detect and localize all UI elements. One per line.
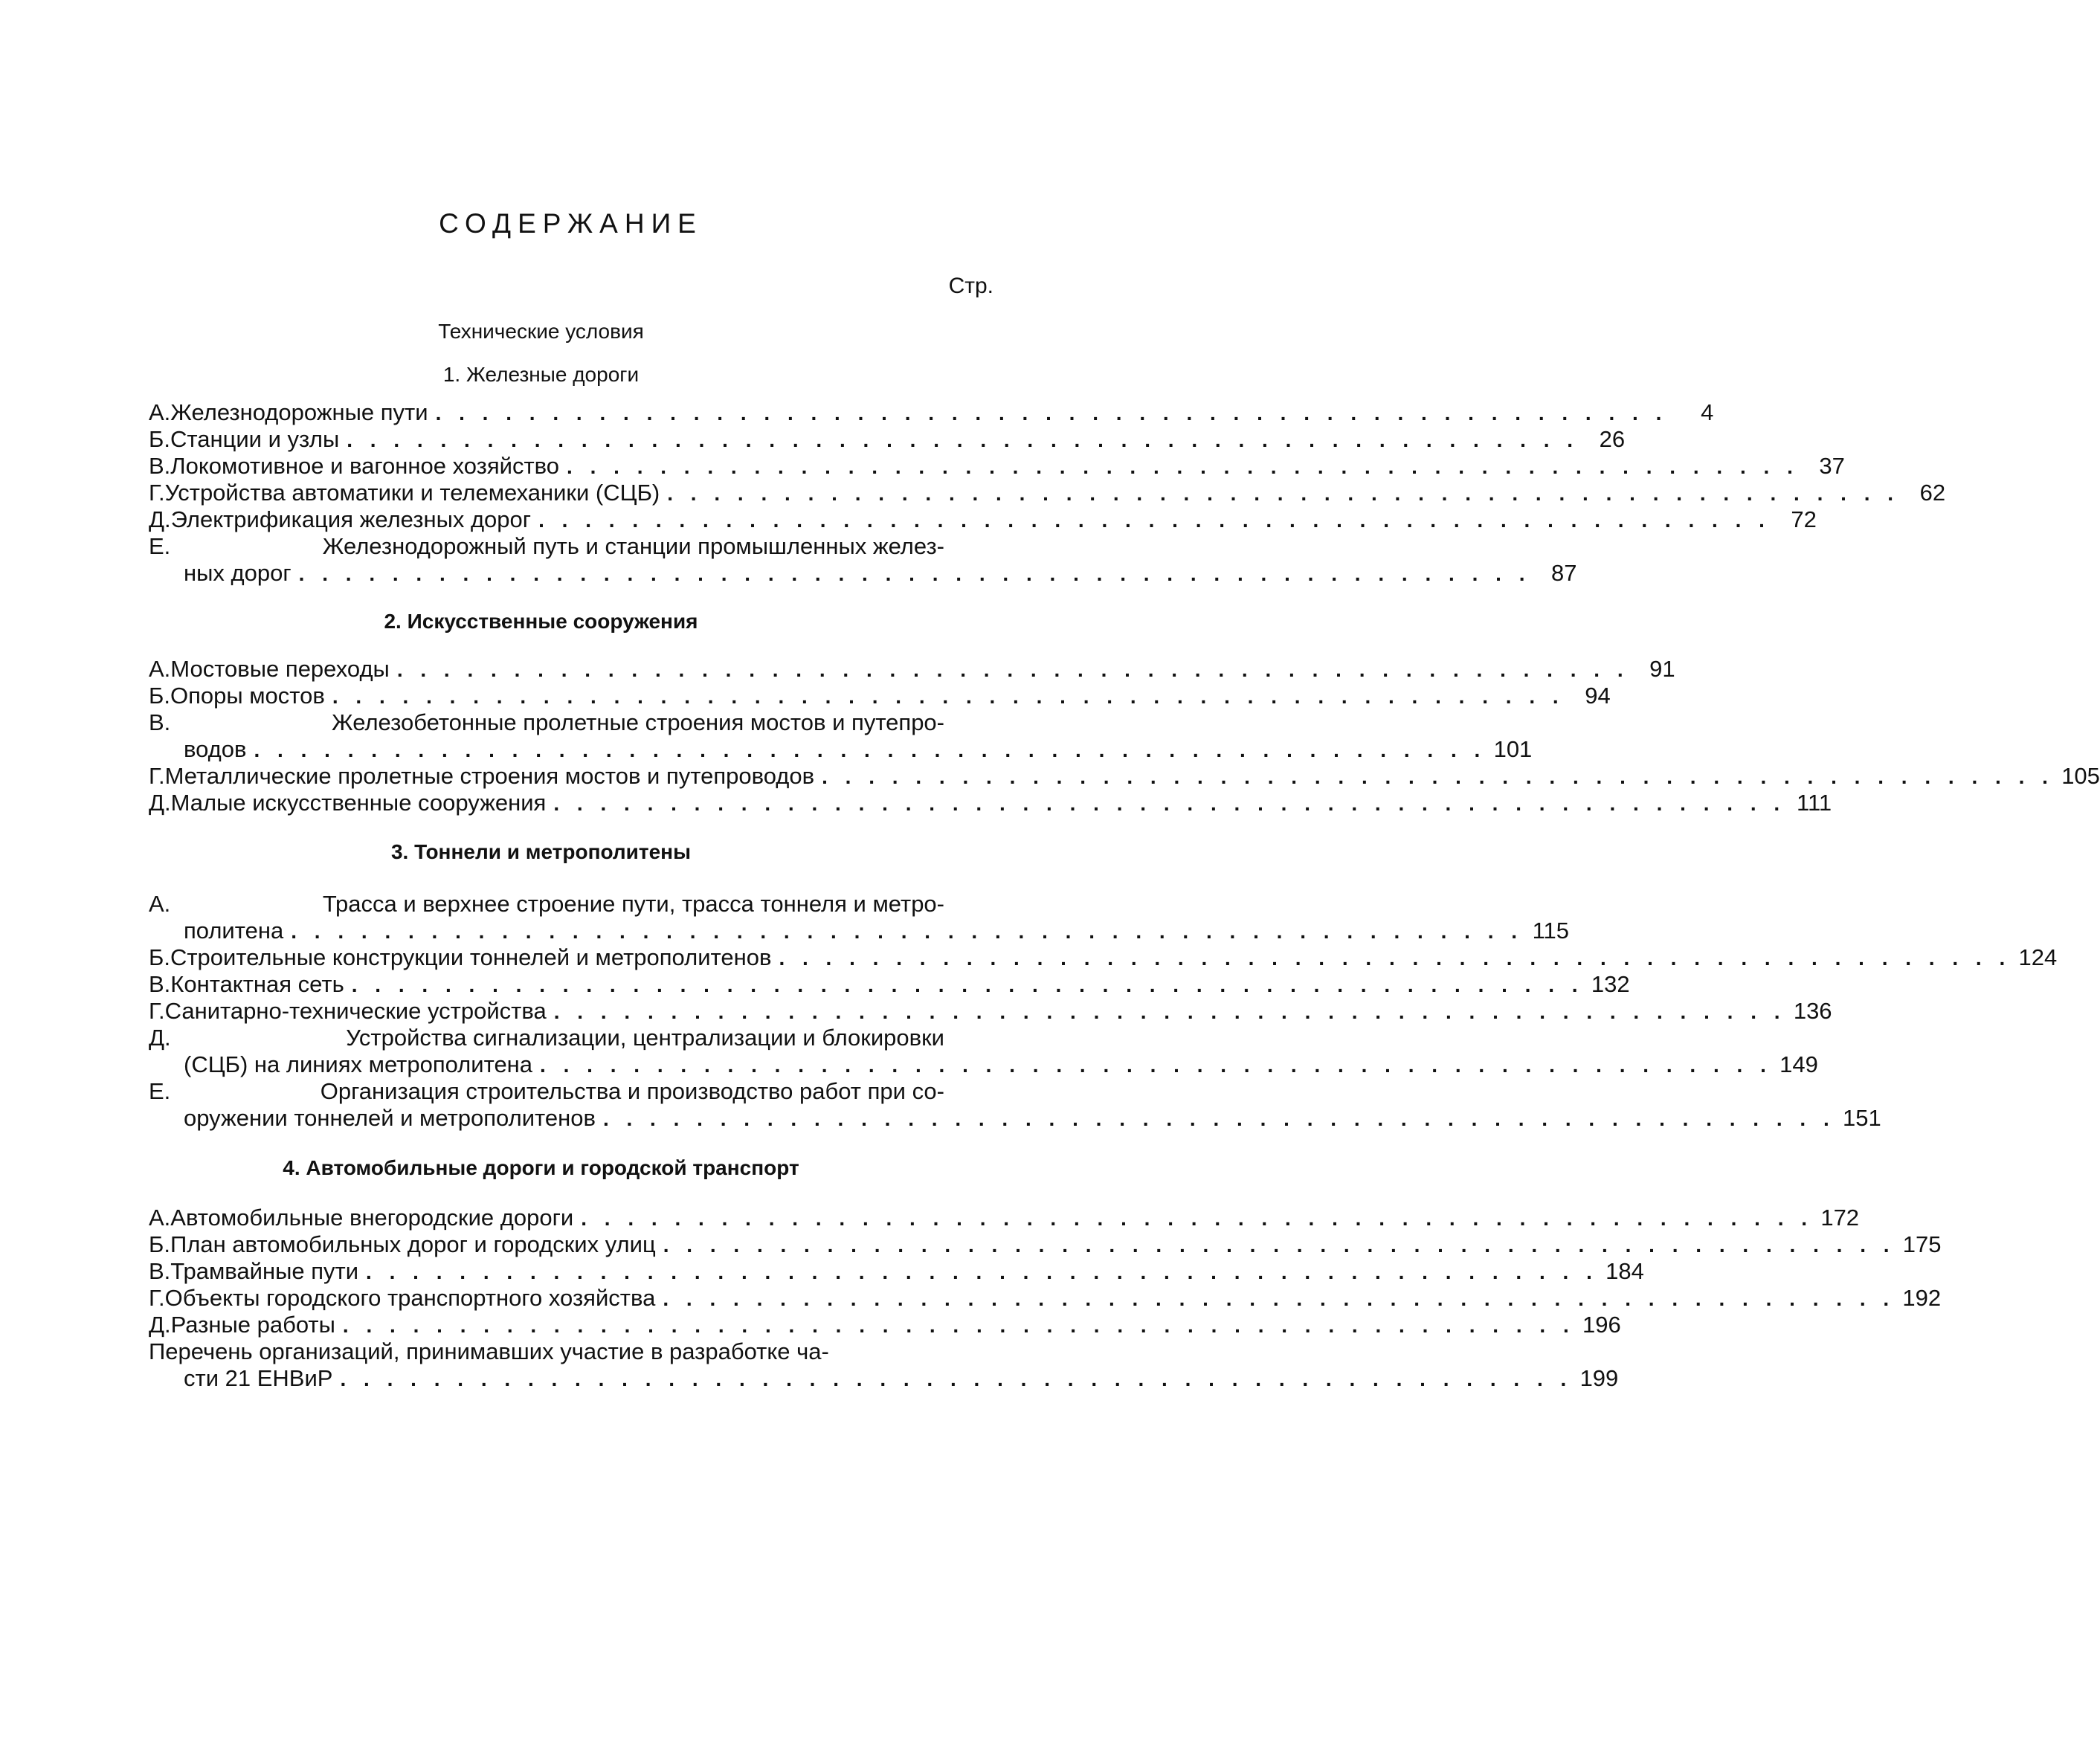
toc-entry[interactable]	[149, 1231, 1942, 1258]
toc-entry-text: Устройства автоматики и телемеханики (СЦБ)	[164, 480, 660, 506]
toc-entry-continuation	[149, 1105, 1881, 1132]
toc-entry-page: 132	[1591, 971, 1630, 997]
toc-entry-letter: В.	[149, 453, 171, 479]
toc-entry-line	[149, 1285, 1942, 1312]
toc-entry-text: Трамвайные пути	[170, 1258, 359, 1284]
toc-entry[interactable]	[149, 453, 1845, 480]
toc-entry-page: 37	[1819, 453, 1845, 479]
toc-entry-text: Станции и узлы	[170, 426, 340, 452]
toc-entry-text: Локомотивное и вагонное хозяйство	[170, 453, 560, 479]
toc-entry-page: 26	[1599, 426, 1626, 452]
toc-entry-line	[149, 453, 1845, 480]
toc-entry-page: 124	[2018, 944, 2058, 970]
toc-entry-line	[149, 790, 1832, 816]
toc-entry-text: План автомобильных дорог и городских улиц	[170, 1231, 656, 1257]
toc-entry-line	[149, 971, 1630, 998]
toc-entry-line	[149, 1338, 952, 1365]
toc-entry-letter: Г.	[149, 998, 165, 1024]
toc-entry-page: 62	[1919, 480, 1946, 506]
toc-entry[interactable]	[149, 1025, 1818, 1078]
toc-entry-line	[149, 1312, 1621, 1338]
toc-entry-text: Устройства сигнализации, централизации и блокировки	[346, 1025, 944, 1051]
toc-entry-line	[149, 1231, 1942, 1258]
toc-entry-text: Электрификация железных дорог	[170, 506, 532, 532]
toc-entry-page: 175	[1902, 1231, 1942, 1257]
toc-entry-text: Железнодорожный путь и станции промышленных желез-	[322, 533, 944, 559]
dot-leader: . . . . . . . . . . . . . . . . . . . . . . . . . . . . . . . . . . . . . . . . . . . . . . . . . . . . .	[567, 455, 1799, 478]
toc-entry-text-cont: сти 21 ЕНВиР	[184, 1365, 333, 1391]
toc-entry-text: Железнодорожные пути	[170, 399, 428, 425]
toc-entry[interactable]	[149, 998, 1832, 1025]
dot-leader: . . . . . . . . . . . . . . . . . . . . . . . . . . . . . . . . . . . . . . . . . . . . . . . . . . . . .	[553, 792, 1786, 815]
toc-entry-text: Разные работы	[170, 1312, 335, 1338]
toc-entry-letter: В.	[149, 1258, 171, 1284]
toc-entry-line	[149, 1258, 1644, 1285]
toc-entry-line	[149, 1025, 952, 1051]
toc-entry[interactable]	[149, 944, 2058, 971]
page-column-label: Стр.	[948, 274, 993, 298]
toc-entry-page: 105	[2061, 763, 2100, 789]
toc-entry-page: 136	[1793, 998, 1832, 1024]
toc-entry[interactable]	[149, 1338, 1619, 1392]
dot-leader: . . . . . . . . . . . . . . . . . . . . . . . . . . . . . . . . . . . . . . . . . . . . . . . . . . . . .	[298, 562, 1531, 585]
toc-entry-line	[149, 506, 1817, 533]
dot-leader: . . . . . . . . . . . . . . . . . . . . . . . . . . . . . . . . . . . . . . . . . . . . . . . . . . . . .	[663, 1234, 1896, 1257]
section-heading: 1. Железные дороги	[442, 363, 640, 386]
toc-entry-page: 192	[1902, 1285, 1942, 1311]
toc-entry-line	[149, 480, 1946, 506]
toc-entry[interactable]	[149, 971, 1630, 998]
dot-leader: . . . . . . . . . . . . . . . . . . . . . . . . . . . . . . . . . . . . . . . . . . . . . . . . . . . . .	[538, 509, 1771, 532]
toc-entry-continuation	[149, 1365, 1619, 1392]
toc-entry-page: 101	[1493, 736, 1533, 762]
toc-entry-text: Перечень организаций, принимавших участие в разработке ча-	[149, 1338, 829, 1364]
toc-entry-text: Организация строительства и производство работ при со-	[320, 1078, 944, 1104]
toc-entry-page: 149	[1779, 1051, 1818, 1077]
dot-leader: . . . . . . . . . . . . . . . . . . . . . . . . . . . . . . . . . . . . . . . . . . . . . . . . . . . . .	[366, 1260, 1598, 1283]
document-title: СОДЕРЖАНИЕ	[439, 208, 703, 239]
toc-entry-line	[149, 399, 1714, 426]
toc-entry-text: Автомобильные внегородские дороги	[170, 1205, 574, 1231]
toc-entry[interactable]	[149, 1258, 1644, 1285]
toc-entry-line	[149, 1078, 952, 1105]
toc-entry-continuation	[149, 736, 1533, 763]
toc-entry-page: 172	[1820, 1205, 1860, 1231]
dot-leader: . . . . . . . . . . . . . . . . . . . . . . . . . . . . . . . . . . . . . . . . . . . . . . . . . . . . .	[822, 765, 2054, 788]
dot-leader: . . . . . . . . . . . . . . . . . . . . . . . . . . . . . . . . . . . . . . . . . . . . . . . . . . . . .	[667, 482, 1900, 505]
toc-entry-letter: Д.	[149, 1312, 171, 1338]
toc-entry-letter: Е.	[149, 533, 171, 559]
dot-leader: . . . . . . . . . . . . . . . . . . . . . . . . . . . . . . . . . . . . . . . . . . . . . . . . . . . . .	[540, 1054, 1772, 1077]
toc-entry-line	[149, 533, 952, 560]
toc-entry-line	[149, 656, 1675, 683]
section-heading: 4. Автомобильные дороги и городской транспорт	[283, 1156, 799, 1179]
toc-entry-continuation	[149, 918, 1570, 944]
dot-leader: . . . . . . . . . . . . . . . . . . . . . . . . . . . . . . . . . . . . . . . . . . . . . . . . . . . . .	[779, 947, 2012, 970]
dot-leader: . . . . . . . . . . . . . . . . . . . . . . . . . . . . . . . . . . . . . . . . . . . . . . . . . . . . .	[663, 1287, 1896, 1310]
toc-entry-page: 111	[1797, 790, 1832, 816]
toc-entry-letter: В.	[149, 971, 171, 997]
toc-entry-letter: Г.	[149, 763, 165, 789]
dot-leader: . . . . . . . . . . . . . . . . . . . . . . . . . . . . . . . . . . . . . . . . . . . . . . . . . . . . .	[396, 658, 1629, 681]
toc-entry-text: Железобетонные пролетные строения мостов и путепро-	[331, 709, 944, 735]
toc-entry-page: 94	[1585, 683, 1611, 709]
dot-leader: . . . . . . . . . . . . . . . . . . . . . . . . . . . . . . . . . . . . . . . . . . . . . . . . . . . . .	[553, 1000, 1786, 1023]
toc-entry[interactable]	[149, 399, 1714, 426]
toc-entry-letter: Д.	[149, 790, 171, 816]
toc-entry-page: 87	[1550, 560, 1577, 586]
toc-entry[interactable]	[149, 426, 1626, 453]
toc-entry-page: 196	[1582, 1312, 1621, 1338]
toc-entry-letter: Г.	[149, 480, 165, 506]
toc-entry-letter: Е.	[149, 1078, 171, 1104]
toc-entry-letter: Д.	[149, 506, 171, 532]
dot-leader: . . . . . . . . . . . . . . . . . . . . . . . . . . . . . . . . . . . . . . . . . . . . . . . . . . . . .	[347, 428, 1579, 451]
toc-entry-line	[149, 426, 1626, 453]
toc-entry-line	[149, 998, 1832, 1025]
toc-entry-letter: А.	[149, 399, 171, 425]
toc-entry[interactable]	[149, 656, 1675, 683]
dot-leader: . . . . . . . . . . . . . . . . . . . . . . . . . . . . . . . . . . . . . . . . . . . . . . . . . . . . .	[435, 402, 1668, 425]
toc-entry-text: Мостовые переходы	[170, 656, 390, 682]
toc-entry-continuation	[149, 560, 1577, 587]
toc-entry-letter: Б.	[149, 944, 170, 970]
toc-entry-text-cont: оружении тоннелей и метрополитенов	[184, 1105, 596, 1131]
toc-entry[interactable]	[149, 480, 1946, 506]
toc-entry[interactable]	[149, 790, 1832, 816]
toc-entry[interactable]	[149, 1078, 1881, 1132]
toc-entry-line	[149, 763, 2100, 790]
toc-entry-letter: А.	[149, 656, 171, 682]
toc-entry-line	[149, 683, 1611, 709]
toc-entry-page: 4	[1701, 399, 1714, 425]
toc-entry-text: Контактная сеть	[170, 971, 344, 997]
toc-entry-page: 91	[1649, 656, 1675, 682]
toc-entry-continuation	[149, 1051, 1818, 1078]
toc-entry-text: Строительные конструкции тоннелей и метрополитенов	[170, 944, 772, 970]
toc-entry-text: Металлические пролетные строения мостов и путепроводов	[164, 763, 815, 789]
toc-entry-text-cont: политена	[184, 918, 284, 944]
toc-entry-page: 199	[1579, 1365, 1619, 1391]
toc-entry-line	[149, 891, 952, 918]
toc-entry[interactable]	[149, 891, 1570, 944]
toc-entry[interactable]	[149, 763, 2100, 790]
toc-entry-letter: Б.	[149, 1231, 170, 1257]
dot-leader: . . . . . . . . . . . . . . . . . . . . . . . . . . . . . . . . . . . . . . . . . . . . . . . . . . . . .	[581, 1207, 1814, 1230]
toc-entry-letter: В.	[149, 709, 171, 735]
toc-entry[interactable]	[149, 709, 1533, 763]
toc-entry-text: Санитарно-технические устройства	[164, 998, 547, 1024]
dot-leader: . . . . . . . . . . . . . . . . . . . . . . . . . . . . . . . . . . . . . . . . . . . . . . . . . . . . .	[340, 1367, 1573, 1390]
toc-entry-letter: Г.	[149, 1285, 165, 1311]
section-heading: 3. Тоннели и метрополитены	[390, 840, 691, 863]
toc-entry[interactable]	[149, 1312, 1621, 1338]
toc-entry[interactable]	[149, 533, 1577, 587]
dot-leader: . . . . . . . . . . . . . . . . . . . . . . . . . . . . . . . . . . . . . . . . . . . . . . . . . . . . .	[351, 973, 1584, 996]
dot-leader: . . . . . . . . . . . . . . . . . . . . . . . . . . . . . . . . . . . . . . . . . . . . . . . . . . . . .	[342, 1314, 1575, 1337]
toc-entry-text: Опоры мостов	[170, 683, 325, 709]
toc-entry-page: 184	[1605, 1258, 1644, 1284]
toc-entry-letter: Б.	[149, 683, 170, 709]
toc-entry[interactable]	[149, 1285, 1942, 1312]
toc-entry-text-cont: (СЦБ) на линиях метрополитена	[184, 1051, 533, 1077]
toc-entry-text: Объекты городского транспортного хозяйства	[164, 1285, 656, 1311]
dot-leader: . . . . . . . . . . . . . . . . . . . . . . . . . . . . . . . . . . . . . . . . . . . . . . . . . . . . .	[254, 738, 1487, 761]
toc-entry-letter: А.	[149, 1205, 171, 1231]
toc-entry-line	[149, 944, 2058, 971]
toc-entry-line	[149, 709, 952, 736]
toc-entry-letter: Б.	[149, 426, 170, 452]
dot-leader: . . . . . . . . . . . . . . . . . . . . . . . . . . . . . . . . . . . . . . . . . . . . . . . . . . . . .	[332, 685, 1565, 708]
toc-entry[interactable]	[149, 683, 1611, 709]
toc-entry-page: 72	[1791, 506, 1817, 532]
section-heading: 2. Искусственные сооружения	[384, 610, 698, 633]
toc-entry-page: 115	[1532, 918, 1570, 944]
toc-entry-line	[149, 1205, 1860, 1231]
toc-entry-text: Трасса и верхнее строение пути, трасса тоннеля и метро-	[322, 891, 944, 917]
dot-leader: . . . . . . . . . . . . . . . . . . . . . . . . . . . . . . . . . . . . . . . . . . . . . . . . . . . . .	[291, 920, 1524, 943]
dot-leader: . . . . . . . . . . . . . . . . . . . . . . . . . . . . . . . . . . . . . . . . . . . . . . . . . . . . .	[602, 1107, 1835, 1130]
toc-entry-text: Малые искусственные сооружения	[170, 790, 547, 816]
toc-entry-page: 151	[1843, 1105, 1881, 1131]
toc-entry-letter: А.	[149, 891, 171, 917]
toc-entry[interactable]	[149, 1205, 1860, 1231]
toc-entry-letter: Д.	[149, 1025, 171, 1051]
toc-entry-text-cont: ных дорог	[184, 560, 292, 586]
toc-entry-text-cont: водов	[184, 736, 247, 762]
toc-entry[interactable]	[149, 506, 1817, 533]
part-title: Технические условия	[438, 320, 644, 343]
